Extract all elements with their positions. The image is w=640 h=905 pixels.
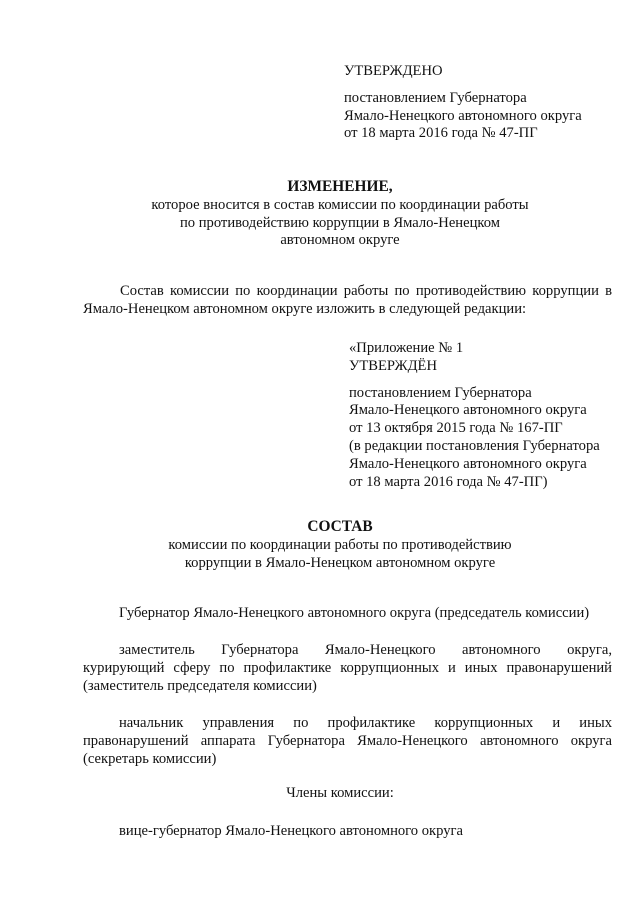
member-deputy xyxy=(83,642,612,695)
composition-subtitle-line: комиссии по координации работы по противодействию xyxy=(168,536,512,553)
appendix-line: от 13 октября 2015 года № 167-ПГ xyxy=(349,420,563,437)
approval-line: Ямало-Ненецкого автономного округа xyxy=(344,107,582,124)
members-heading-block xyxy=(60,785,620,803)
member-secretary xyxy=(83,715,612,768)
change-title-block xyxy=(60,178,620,250)
appendix-line: (в редакции постановления Губернатора xyxy=(349,437,600,454)
member-chairman-text: Губернатор Ямало-Ненецкого автономного округа (председатель комиссии) xyxy=(119,605,590,621)
appendix-block xyxy=(349,340,600,491)
composition-title-block xyxy=(60,518,620,572)
change-subtitle-line: которое вносится в состав комиссии по координации работы xyxy=(151,196,529,213)
intro-paragraph xyxy=(83,283,612,319)
change-heading: ИЗМЕНЕНИЕ, xyxy=(287,178,393,195)
member-vice-governor xyxy=(119,823,463,841)
composition-heading: СОСТАВ xyxy=(307,518,373,535)
member-secretary-line: правонарушений аппарата Губернатора Ямало-Ненецкого автономного округа xyxy=(83,732,612,749)
appendix-line: Ямало-Ненецкого автономного округа xyxy=(349,455,587,472)
member-deputy-line: (заместитель председателя комиссии) xyxy=(83,677,317,694)
member-deputy-line: заместитель Губернатора Ямало-Ненецкого автономного округа, xyxy=(119,642,612,658)
member-chairman xyxy=(119,605,589,623)
appendix-line: Ямало-Ненецкого автономного округа xyxy=(349,402,587,419)
change-subtitle-line: по противодействию коррупции в Ямало-Ненецком xyxy=(179,214,501,231)
approval-block xyxy=(344,63,582,143)
member-secretary-line: начальник управления по профилактике коррупционных и иных xyxy=(119,715,612,731)
change-subtitle-line: автономном округе xyxy=(280,232,400,249)
appendix-line: от 18 марта 2016 года № 47-ПГ) xyxy=(349,473,548,490)
approval-line: от 18 марта 2016 года № 47-ПГ xyxy=(344,125,538,142)
appendix-line: постановлением Губернатора xyxy=(349,384,532,401)
members-heading: Члены комиссии: xyxy=(286,785,394,801)
intro-line: Ямало-Ненецком автономном округе изложить в следующей редакции: xyxy=(83,300,527,317)
composition-subtitle-line: коррупции в Ямало-Ненецком автономном округе xyxy=(184,554,496,571)
member-secretary-line: (секретарь комиссии) xyxy=(83,750,217,767)
approval-heading: УТВЕРЖДЕНО xyxy=(344,63,443,79)
member-deputy-line: курирующий сферу по профилактике коррупционных и иных правонарушений xyxy=(83,659,612,676)
approval-line: постановлением Губернатора xyxy=(344,89,527,106)
appendix-line: УТВЕРЖДЁН xyxy=(349,357,437,374)
member-vice-governor-text: вице-губернатор Ямало-Ненецкого автономного округа xyxy=(119,823,463,839)
intro-line: Состав комиссии по координации работы по противодействию коррупции в xyxy=(120,283,612,299)
appendix-line: «Приложение № 1 xyxy=(349,340,464,356)
